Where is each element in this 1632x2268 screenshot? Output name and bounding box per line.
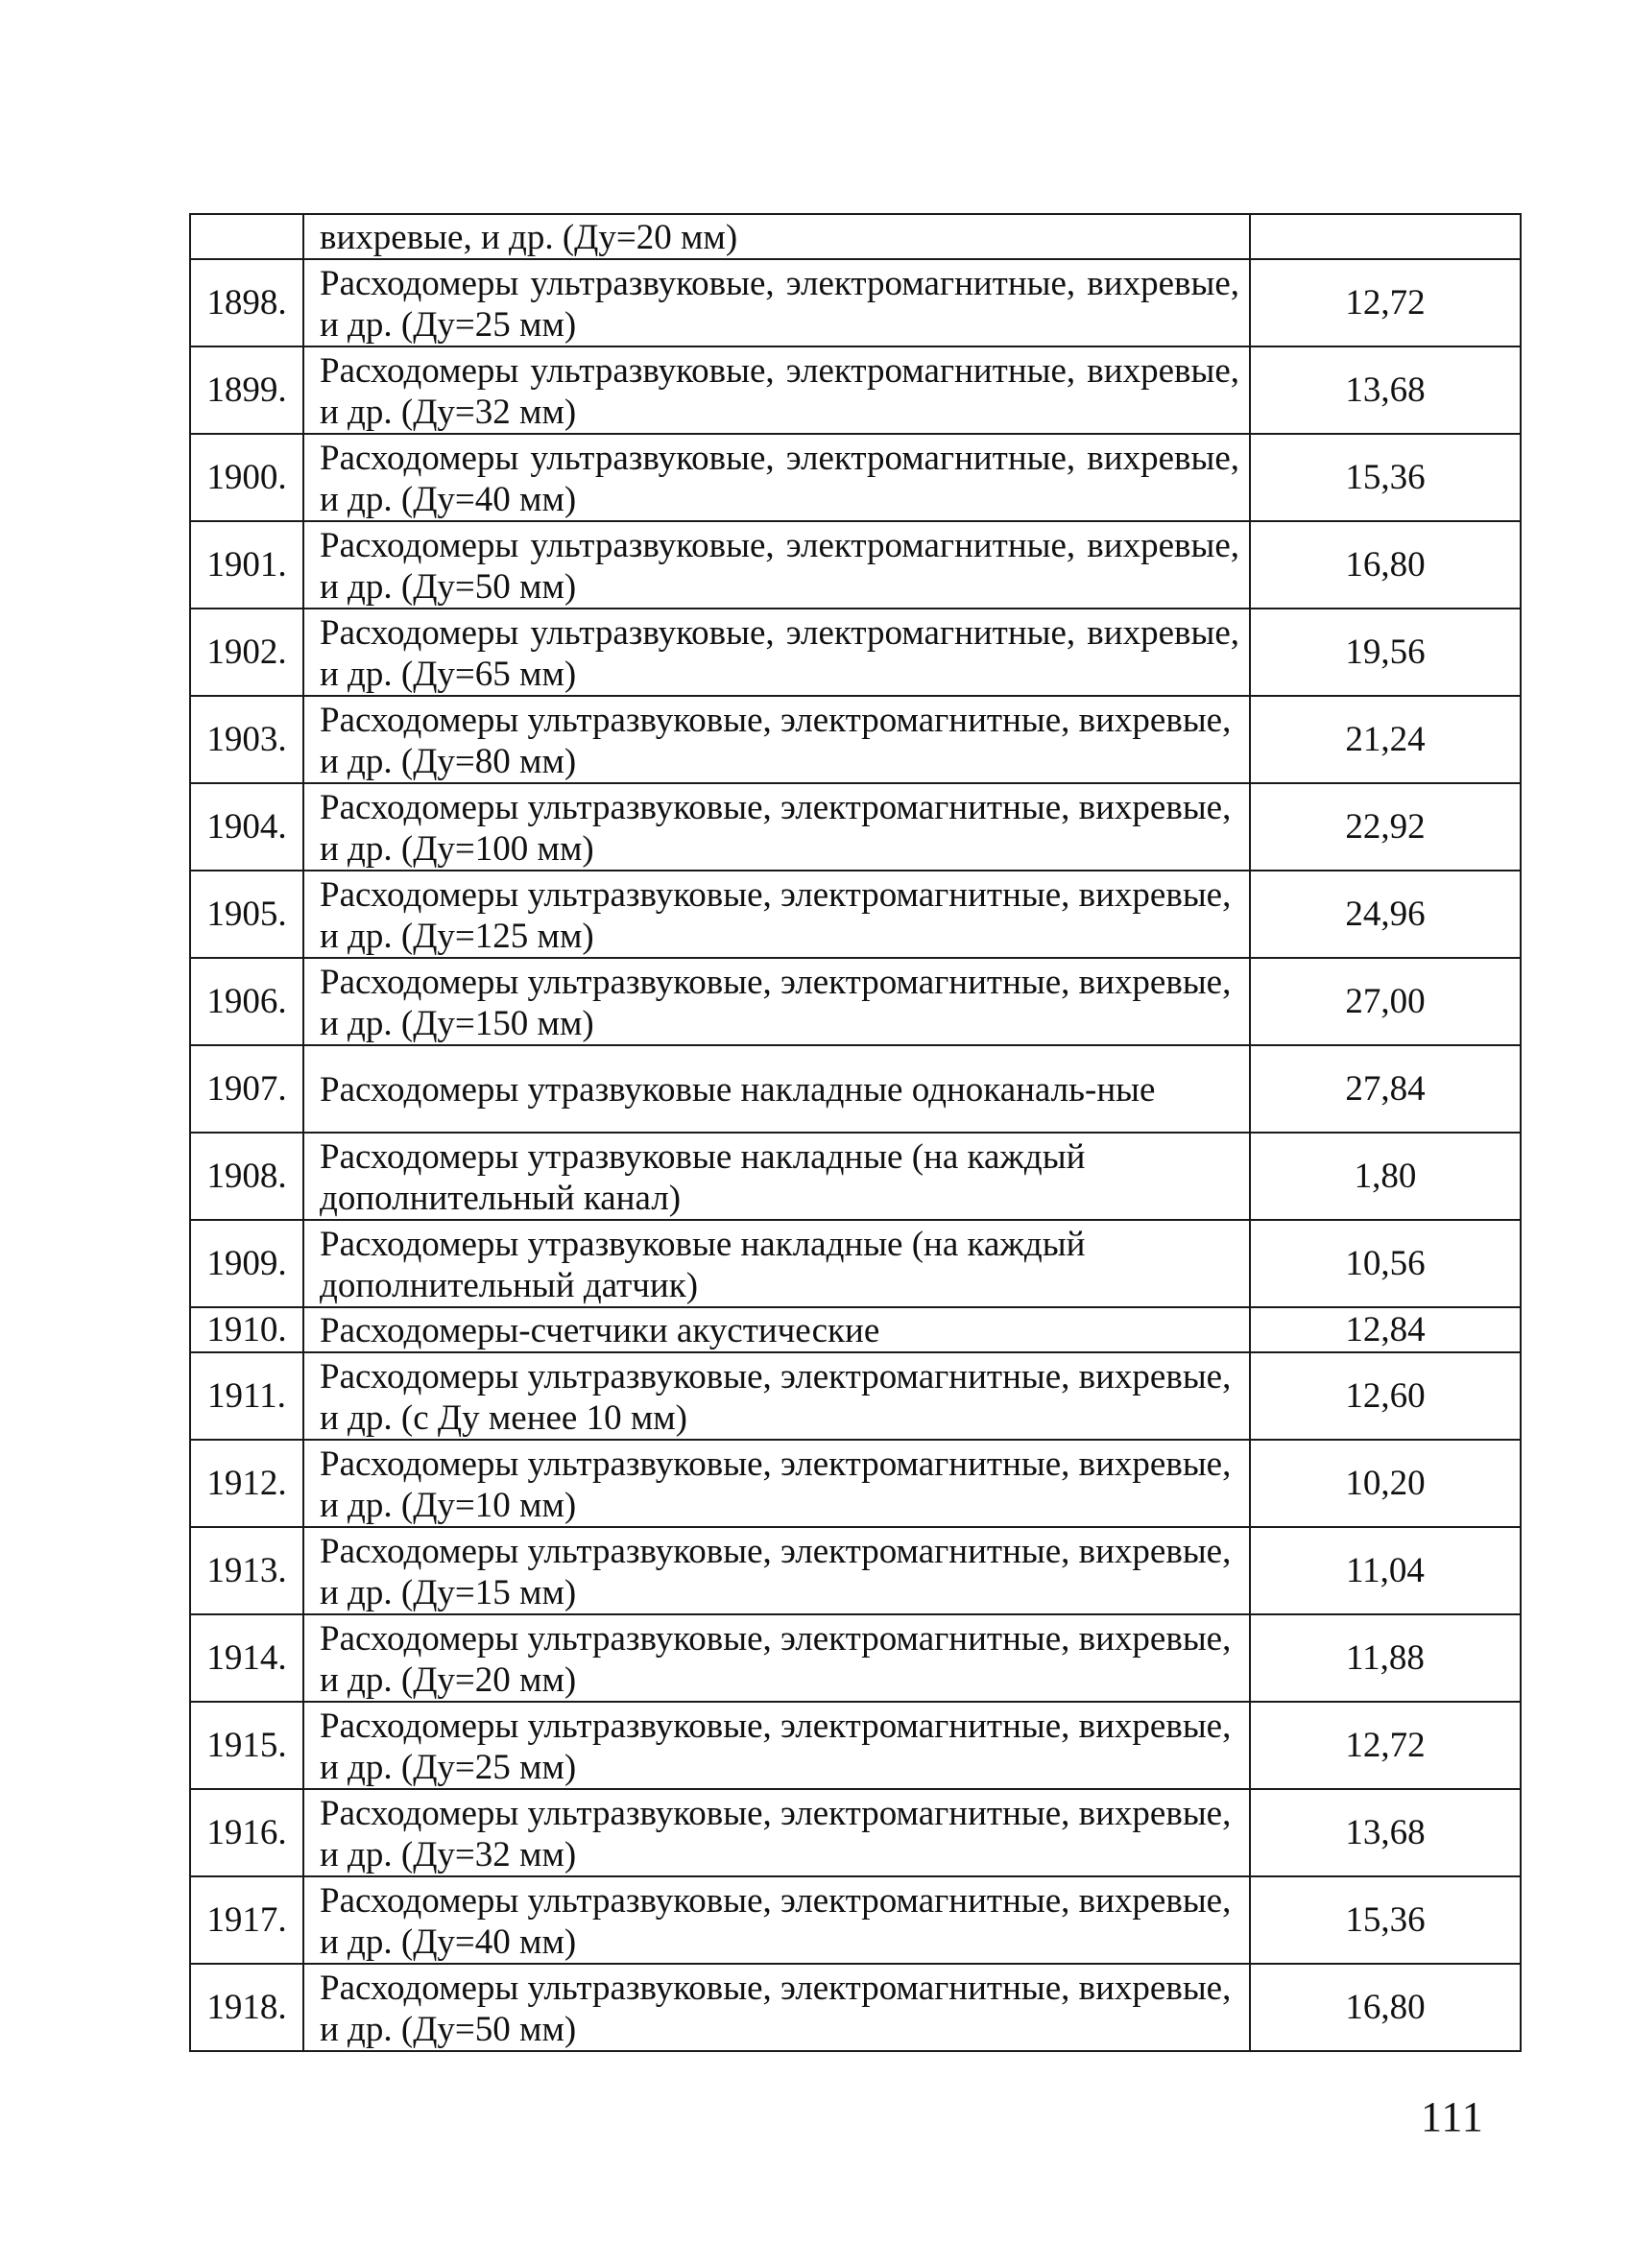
table-row bbox=[190, 1964, 1521, 2051]
row-description: Расходомеры ультразвуковые, электромагнитные, вихревые, и др. (Ду=15 мм) bbox=[303, 1527, 1250, 1614]
row-description: Расходомеры утразвуковые накладные одноканаль-ные bbox=[303, 1045, 1250, 1133]
row-value: 15,36 bbox=[1250, 434, 1521, 521]
table-row bbox=[190, 609, 1521, 696]
row-value: 21,24 bbox=[1250, 696, 1521, 783]
row-value: 10,56 bbox=[1250, 1220, 1521, 1307]
row-number: 1913. bbox=[190, 1527, 303, 1614]
row-value: 10,20 bbox=[1250, 1440, 1521, 1527]
row-number: 1916. bbox=[190, 1789, 303, 1876]
row-description: Расходомеры ультразвуковые, электромагнитные, вихревые, и др. (Ду=32 мм) bbox=[303, 346, 1250, 434]
table-row-continuation bbox=[190, 214, 1521, 259]
row-number: 1899. bbox=[190, 346, 303, 434]
row-value: 12,60 bbox=[1250, 1352, 1521, 1440]
table-row bbox=[190, 1614, 1521, 1702]
row-value: 1,80 bbox=[1250, 1133, 1521, 1220]
row-description: вихревые, и др. (Ду=20 мм) bbox=[303, 214, 1250, 259]
row-value: 15,36 bbox=[1250, 1876, 1521, 1964]
table-row bbox=[190, 434, 1521, 521]
row-value: 27,00 bbox=[1250, 958, 1521, 1045]
table-row bbox=[190, 1527, 1521, 1614]
row-number: 1898. bbox=[190, 259, 303, 346]
row-description: Расходомеры утразвуковые накладные (на каждый дополнительный датчик) bbox=[303, 1220, 1250, 1307]
row-number bbox=[190, 214, 303, 259]
row-number: 1904. bbox=[190, 783, 303, 871]
table-row bbox=[190, 783, 1521, 871]
row-value: 11,88 bbox=[1250, 1614, 1521, 1702]
table-row bbox=[190, 1307, 1521, 1352]
row-value: 27,84 bbox=[1250, 1045, 1521, 1133]
table-row bbox=[190, 259, 1521, 346]
row-number: 1911. bbox=[190, 1352, 303, 1440]
row-value: 13,68 bbox=[1250, 346, 1521, 434]
row-number: 1907. bbox=[190, 1045, 303, 1133]
row-number: 1905. bbox=[190, 871, 303, 958]
table-row bbox=[190, 1352, 1521, 1440]
table-row bbox=[190, 1702, 1521, 1789]
row-number: 1902. bbox=[190, 609, 303, 696]
row-description: Расходомеры ультразвуковые, электромагнитные, вихревые, и др. (Ду=20 мм) bbox=[303, 1614, 1250, 1702]
row-value: 12,72 bbox=[1250, 259, 1521, 346]
row-description: Расходомеры ультразвуковые, электромагнитные, вихревые, и др. (с Ду менее 10 мм) bbox=[303, 1352, 1250, 1440]
row-description: Расходомеры ультразвуковые, электромагнитные, вихревые, и др. (Ду=50 мм) bbox=[303, 521, 1250, 609]
row-number: 1910. bbox=[190, 1307, 303, 1352]
row-value bbox=[1250, 214, 1521, 259]
row-value: 19,56 bbox=[1250, 609, 1521, 696]
table-row bbox=[190, 871, 1521, 958]
price-table bbox=[189, 213, 1522, 2052]
row-number: 1908. bbox=[190, 1133, 303, 1220]
row-description: Расходомеры утразвуковые накладные (на каждый дополнительный канал) bbox=[303, 1133, 1250, 1220]
row-number: 1906. bbox=[190, 958, 303, 1045]
row-number: 1900. bbox=[190, 434, 303, 521]
row-description: Расходомеры ультразвуковые, электромагнитные, вихревые, и др. (Ду=65 мм) bbox=[303, 609, 1250, 696]
table-row bbox=[190, 1045, 1521, 1133]
row-number: 1901. bbox=[190, 521, 303, 609]
row-number: 1909. bbox=[190, 1220, 303, 1307]
table-row bbox=[190, 521, 1521, 609]
row-value: 11,04 bbox=[1250, 1527, 1521, 1614]
row-number: 1915. bbox=[190, 1702, 303, 1789]
row-description: Расходомеры ультразвуковые, электромагнитные, вихревые, и др. (Ду=40 мм) bbox=[303, 1876, 1250, 1964]
row-value: 12,72 bbox=[1250, 1702, 1521, 1789]
table-row bbox=[190, 1220, 1521, 1307]
row-value: 16,80 bbox=[1250, 521, 1521, 609]
row-number: 1912. bbox=[190, 1440, 303, 1527]
row-description: Расходомеры ультразвуковые, электромагнитные, вихревые, и др. (Ду=10 мм) bbox=[303, 1440, 1250, 1527]
row-description: Расходомеры ультразвуковые, электромагнитные, вихревые, и др. (Ду=150 мм) bbox=[303, 958, 1250, 1045]
row-value: 13,68 bbox=[1250, 1789, 1521, 1876]
table-row bbox=[190, 1440, 1521, 1527]
row-description: Расходомеры ультразвуковые, электромагнитные, вихревые, и др. (Ду=40 мм) bbox=[303, 434, 1250, 521]
row-number: 1917. bbox=[190, 1876, 303, 1964]
row-description: Расходомеры ультразвуковые, электромагнитные, вихревые, и др. (Ду=50 мм) bbox=[303, 1964, 1250, 2051]
row-description: Расходомеры ультразвуковые, электромагнитные, вихревые, и др. (Ду=125 мм) bbox=[303, 871, 1250, 958]
price-table-body bbox=[190, 214, 1521, 2051]
table-row bbox=[190, 958, 1521, 1045]
page-number: 111 bbox=[1421, 2093, 1484, 2140]
row-description: Расходомеры-счетчики акустические bbox=[303, 1307, 1250, 1352]
table-row bbox=[190, 1133, 1521, 1220]
row-number: 1903. bbox=[190, 696, 303, 783]
row-value: 24,96 bbox=[1250, 871, 1521, 958]
row-value: 12,84 bbox=[1250, 1307, 1521, 1352]
row-value: 16,80 bbox=[1250, 1964, 1521, 2051]
row-description: Расходомеры ультразвуковые, электромагнитные, вихревые, и др. (Ду=32 мм) bbox=[303, 1789, 1250, 1876]
row-description: Расходомеры ультразвуковые, электромагнитные, вихревые, и др. (Ду=25 мм) bbox=[303, 1702, 1250, 1789]
row-number: 1918. bbox=[190, 1964, 303, 2051]
table-row bbox=[190, 346, 1521, 434]
row-description: Расходомеры ультразвуковые, электромагнитные, вихревые, и др. (Ду=25 мм) bbox=[303, 259, 1250, 346]
row-description: Расходомеры ультразвуковые, электромагнитные, вихревые, и др. (Ду=80 мм) bbox=[303, 696, 1250, 783]
row-number: 1914. bbox=[190, 1614, 303, 1702]
table-row bbox=[190, 1789, 1521, 1876]
row-value: 22,92 bbox=[1250, 783, 1521, 871]
table-row bbox=[190, 1876, 1521, 1964]
row-description: Расходомеры ультразвуковые, электромагнитные, вихревые, и др. (Ду=100 мм) bbox=[303, 783, 1250, 871]
table-row bbox=[190, 696, 1521, 783]
